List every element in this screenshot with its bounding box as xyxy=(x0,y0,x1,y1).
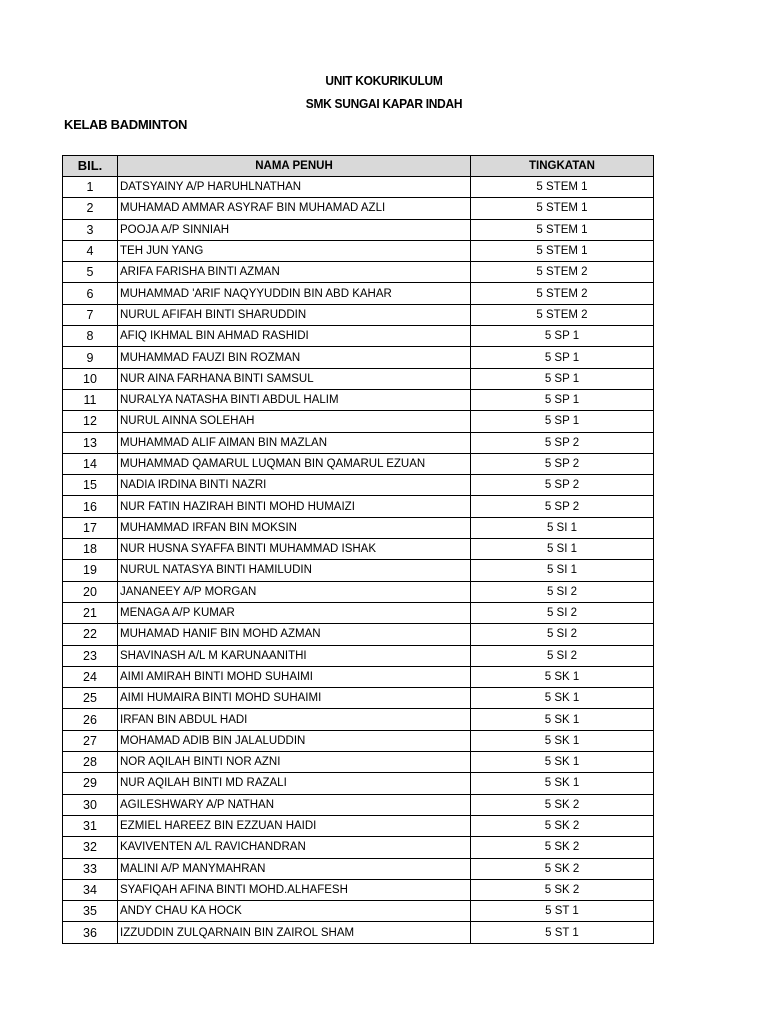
cell-nama-penuh: POOJA A/P SINNIAH xyxy=(118,219,471,240)
cell-tingkatan: 5 SK 2 xyxy=(471,815,654,836)
column-header-nama-penuh: NAMA PENUH xyxy=(118,156,471,177)
table-row xyxy=(63,858,654,879)
column-header-bil: BIL. xyxy=(63,156,118,177)
cell-bil: 23 xyxy=(63,645,118,666)
cell-bil: 3 xyxy=(63,219,118,240)
cell-tingkatan: 5 ST 1 xyxy=(471,922,654,943)
cell-nama-penuh: IZZUDDIN ZULQARNAIN BIN ZAIROL SHAM xyxy=(118,922,471,943)
cell-bil: 22 xyxy=(63,624,118,645)
cell-tingkatan: 5 STEM 2 xyxy=(471,304,654,325)
table-row xyxy=(63,347,654,368)
cell-nama-penuh: NUR FATIN HAZIRAH BINTI MOHD HUMAIZI xyxy=(118,496,471,517)
cell-nama-penuh: NADIA IRDINA BINTI NAZRI xyxy=(118,475,471,496)
cell-bil: 1 xyxy=(63,177,118,198)
table-row xyxy=(63,326,654,347)
cell-bil: 28 xyxy=(63,752,118,773)
table-row xyxy=(63,453,654,474)
cell-tingkatan: 5 STEM 2 xyxy=(471,262,654,283)
cell-bil: 35 xyxy=(63,901,118,922)
cell-nama-penuh: SYAFIQAH AFINA BINTI MOHD.ALHAFESH xyxy=(118,879,471,900)
table-row xyxy=(63,240,654,261)
cell-bil: 31 xyxy=(63,815,118,836)
cell-nama-penuh: MALINI A/P MANYMAHRAN xyxy=(118,858,471,879)
cell-nama-penuh: NUR AINA FARHANA BINTI SAMSUL xyxy=(118,368,471,389)
cell-tingkatan: 5 SP 2 xyxy=(471,432,654,453)
cell-tingkatan: 5 SP 1 xyxy=(471,411,654,432)
cell-bil: 17 xyxy=(63,517,118,538)
cell-tingkatan: 5 SI 2 xyxy=(471,602,654,623)
cell-tingkatan: 5 SK 1 xyxy=(471,773,654,794)
cell-nama-penuh: AIMI HUMAIRA BINTI MOHD SUHAIMI xyxy=(118,688,471,709)
member-table xyxy=(62,155,654,944)
cell-nama-penuh: AIMI AMIRAH BINTI MOHD SUHAIMI xyxy=(118,666,471,687)
cell-bil: 21 xyxy=(63,602,118,623)
table-row xyxy=(63,283,654,304)
cell-nama-penuh: JANANEEY A/P MORGAN xyxy=(118,581,471,602)
cell-nama-penuh: SHAVINASH A/L M KARUNAANITHI xyxy=(118,645,471,666)
cell-bil: 19 xyxy=(63,560,118,581)
cell-bil: 12 xyxy=(63,411,118,432)
cell-bil: 15 xyxy=(63,475,118,496)
cell-tingkatan: 5 SK 2 xyxy=(471,837,654,858)
table-row xyxy=(63,581,654,602)
cell-bil: 13 xyxy=(63,432,118,453)
cell-bil: 24 xyxy=(63,666,118,687)
cell-bil: 16 xyxy=(63,496,118,517)
table-row xyxy=(63,730,654,751)
cell-bil: 2 xyxy=(63,198,118,219)
cell-nama-penuh: DATSYAINY A/P HARUHLNATHAN xyxy=(118,177,471,198)
cell-tingkatan: 5 SP 1 xyxy=(471,347,654,368)
table-row xyxy=(63,304,654,325)
table-row xyxy=(63,901,654,922)
table-header-row xyxy=(63,156,654,177)
table-row xyxy=(63,432,654,453)
cell-nama-penuh: NOR AQILAH BINTI NOR AZNI xyxy=(118,752,471,773)
cell-bil: 27 xyxy=(63,730,118,751)
table-row xyxy=(63,794,654,815)
cell-tingkatan: 5 SP 2 xyxy=(471,496,654,517)
cell-tingkatan: 5 SK 1 xyxy=(471,709,654,730)
cell-nama-penuh: KAVIVENTEN A/L RAVICHANDRAN xyxy=(118,837,471,858)
cell-nama-penuh: AGILESHWARY A/P NATHAN xyxy=(118,794,471,815)
cell-tingkatan: 5 SI 1 xyxy=(471,539,654,560)
table-row xyxy=(63,539,654,560)
cell-bil: 34 xyxy=(63,879,118,900)
table-row xyxy=(63,496,654,517)
cell-tingkatan: 5 STEM 1 xyxy=(471,198,654,219)
cell-tingkatan: 5 SK 1 xyxy=(471,688,654,709)
cell-bil: 11 xyxy=(63,389,118,410)
table-row xyxy=(63,922,654,943)
document-title-school: SMK SUNGAI KAPAR INDAH xyxy=(305,96,463,111)
table-row xyxy=(63,177,654,198)
cell-bil: 26 xyxy=(63,709,118,730)
cell-bil: 5 xyxy=(63,262,118,283)
table-row xyxy=(63,815,654,836)
cell-nama-penuh: MOHAMAD ADIB BIN JALALUDDIN xyxy=(118,730,471,751)
cell-tingkatan: 5 SI 1 xyxy=(471,517,654,538)
cell-bil: 18 xyxy=(63,539,118,560)
cell-tingkatan: 5 SI 1 xyxy=(471,560,654,581)
cell-tingkatan: 5 STEM 1 xyxy=(471,219,654,240)
document-title-unit: UNIT KOKURIKULUM xyxy=(325,73,443,88)
cell-bil: 25 xyxy=(63,688,118,709)
cell-nama-penuh: NURALYA NATASHA BINTI ABDUL HALIM xyxy=(118,389,471,410)
table-row xyxy=(63,837,654,858)
cell-tingkatan: 5 SK 2 xyxy=(471,858,654,879)
cell-nama-penuh: MENAGA A/P KUMAR xyxy=(118,602,471,623)
table-row xyxy=(63,368,654,389)
club-name: KELAB BADMINTON xyxy=(64,117,188,132)
cell-bil: 10 xyxy=(63,368,118,389)
cell-tingkatan: 5 SK 2 xyxy=(471,794,654,815)
table-row xyxy=(63,645,654,666)
column-header-tingkatan: TINGKATAN xyxy=(471,156,654,177)
cell-tingkatan: 5 SP 2 xyxy=(471,453,654,474)
table-row xyxy=(63,198,654,219)
cell-tingkatan: 5 SP 2 xyxy=(471,475,654,496)
cell-bil: 20 xyxy=(63,581,118,602)
table-row xyxy=(63,773,654,794)
table-row xyxy=(63,262,654,283)
table-body xyxy=(63,177,654,944)
cell-nama-penuh: IRFAN BIN ABDUL HADI xyxy=(118,709,471,730)
cell-bil: 9 xyxy=(63,347,118,368)
table-row xyxy=(63,624,654,645)
cell-tingkatan: 5 SK 1 xyxy=(471,752,654,773)
cell-tingkatan: 5 ST 1 xyxy=(471,901,654,922)
table-row xyxy=(63,560,654,581)
table-row xyxy=(63,879,654,900)
cell-nama-penuh: ARIFA FARISHA BINTI AZMAN xyxy=(118,262,471,283)
table-row xyxy=(63,389,654,410)
cell-tingkatan: 5 SP 1 xyxy=(471,368,654,389)
cell-nama-penuh: MUHAMAD AMMAR ASYRAF BIN MUHAMAD AZLI xyxy=(118,198,471,219)
cell-nama-penuh: NURUL NATASYA BINTI HAMILUDIN xyxy=(118,560,471,581)
table-row xyxy=(63,666,654,687)
cell-tingkatan: 5 SI 2 xyxy=(471,624,654,645)
cell-tingkatan: 5 SP 1 xyxy=(471,326,654,347)
table-row xyxy=(63,517,654,538)
cell-tingkatan: 5 SK 2 xyxy=(471,879,654,900)
cell-nama-penuh: MUHAMAD HANIF BIN MOHD AZMAN xyxy=(118,624,471,645)
cell-tingkatan: 5 STEM 1 xyxy=(471,240,654,261)
table-row xyxy=(63,475,654,496)
cell-tingkatan: 5 SI 2 xyxy=(471,581,654,602)
cell-bil: 14 xyxy=(63,453,118,474)
cell-tingkatan: 5 SK 1 xyxy=(471,730,654,751)
cell-nama-penuh: EZMIEL HAREEZ BIN EZZUAN HAIDI xyxy=(118,815,471,836)
cell-bil: 8 xyxy=(63,326,118,347)
cell-tingkatan: 5 SK 1 xyxy=(471,666,654,687)
cell-nama-penuh: AFIQ IKHMAL BIN AHMAD RASHIDI xyxy=(118,326,471,347)
table-row xyxy=(63,411,654,432)
cell-nama-penuh: NURUL AFIFAH BINTI SHARUDDIN xyxy=(118,304,471,325)
table-row xyxy=(63,602,654,623)
table-row xyxy=(63,709,654,730)
cell-nama-penuh: TEH JUN YANG xyxy=(118,240,471,261)
cell-bil: 4 xyxy=(63,240,118,261)
cell-nama-penuh: ANDY CHAU KA HOCK xyxy=(118,901,471,922)
cell-bil: 6 xyxy=(63,283,118,304)
cell-tingkatan: 5 STEM 2 xyxy=(471,283,654,304)
cell-bil: 7 xyxy=(63,304,118,325)
table-row xyxy=(63,752,654,773)
cell-nama-penuh: MUHAMMAD FAUZI BIN ROZMAN xyxy=(118,347,471,368)
table-row xyxy=(63,688,654,709)
cell-bil: 33 xyxy=(63,858,118,879)
cell-nama-penuh: NUR HUSNA SYAFFA BINTI MUHAMMAD ISHAK xyxy=(118,539,471,560)
cell-tingkatan: 5 SP 1 xyxy=(471,389,654,410)
cell-bil: 30 xyxy=(63,794,118,815)
cell-bil: 36 xyxy=(63,922,118,943)
cell-nama-penuh: NUR AQILAH BINTI MD RAZALI xyxy=(118,773,471,794)
cell-nama-penuh: MUHAMMAD ALIF AIMAN BIN MAZLAN xyxy=(118,432,471,453)
cell-nama-penuh: MUHAMMAD QAMARUL LUQMAN BIN QAMARUL EZUAN xyxy=(118,453,471,474)
table-row xyxy=(63,219,654,240)
cell-nama-penuh: MUHAMMAD IRFAN BIN MOKSIN xyxy=(118,517,471,538)
cell-nama-penuh: NURUL AINNA SOLEHAH xyxy=(118,411,471,432)
cell-nama-penuh: MUHAMMAD 'ARIF NAQYYUDDIN BIN ABD KAHAR xyxy=(118,283,471,304)
cell-tingkatan: 5 SI 2 xyxy=(471,645,654,666)
cell-bil: 32 xyxy=(63,837,118,858)
cell-bil: 29 xyxy=(63,773,118,794)
cell-tingkatan: 5 STEM 1 xyxy=(471,177,654,198)
